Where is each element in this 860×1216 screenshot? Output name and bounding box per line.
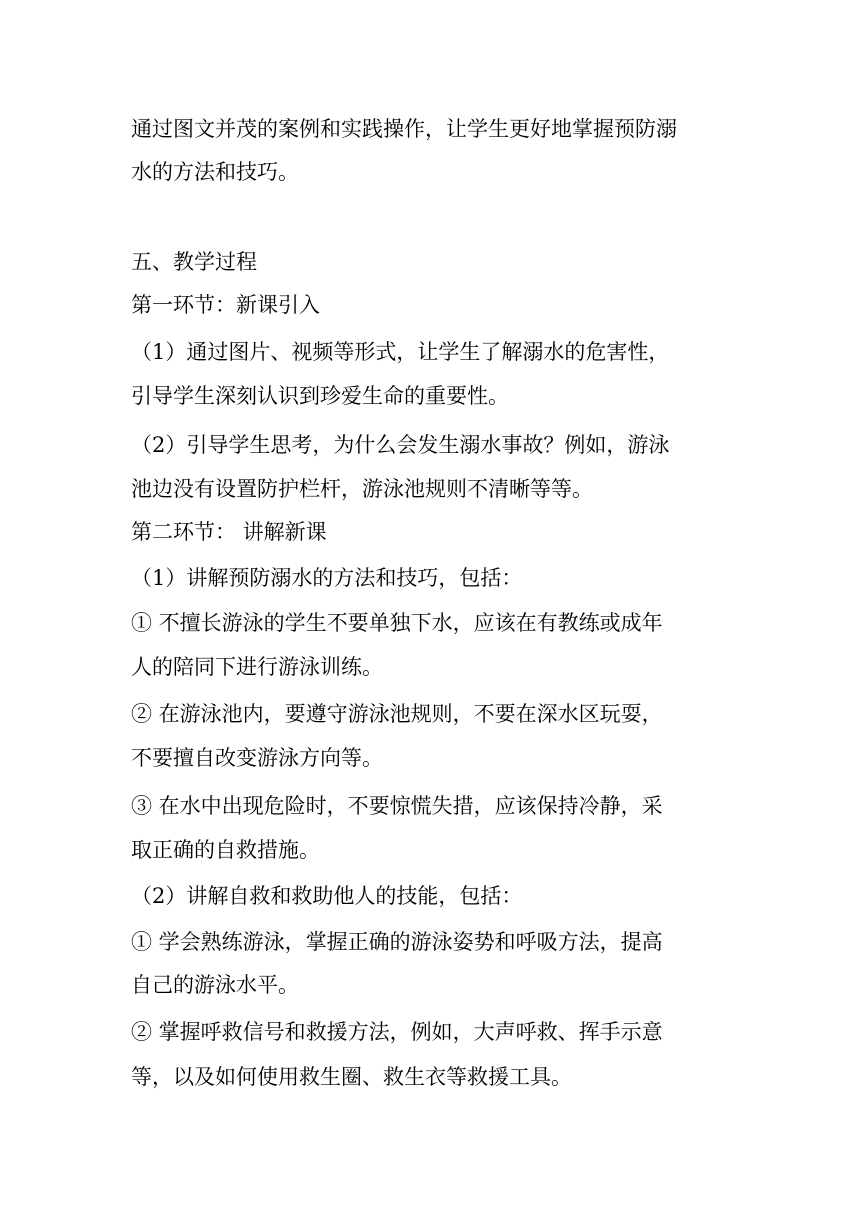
section-heading: 五、教学过程	[131, 250, 257, 274]
list-item-continuation: 等，以及如何使用救生圈、救生衣等救援工具。	[131, 1065, 572, 1089]
subsection-heading: 第二环节： 讲解新课	[131, 520, 327, 544]
paragraph-line: 通过图文并茂的案例和实践操作，让学生更好地掌握预防溺	[131, 117, 677, 141]
paragraph-line: （2）引导学生思考，为什么会发生溺水事故？例如，游泳	[131, 433, 670, 457]
paragraph-line: （1）通过图片、视频等形式，让学生了解溺水的危害性，	[131, 340, 670, 364]
list-item-continuation: 人的陪同下进行游泳训练。	[131, 655, 383, 679]
subsection-heading: 第一环节：新课引入	[131, 293, 320, 317]
list-item-continuation: 取正确的自救措施。	[131, 838, 320, 862]
list-item: ③ 在水中出现危险时，不要惊慌失措，应该保持冷静，采	[131, 794, 663, 818]
paragraph-line: （1）讲解预防溺水的方法和技巧，包括：	[131, 566, 523, 590]
list-item-continuation: 不要擅自改变游泳方向等。	[131, 746, 383, 770]
list-item: ② 掌握呼救信号和救援方法，例如，大声呼救、挥手示意	[131, 1020, 663, 1044]
paragraph-line: 引导学生深刻认识到珍爱生命的重要性。	[131, 384, 509, 408]
paragraph-line: 池边没有设置防护栏杆，游泳池规则不清晰等等。	[131, 477, 593, 501]
list-item: ① 不擅长游泳的学生不要单独下水，应该在有教练或成年	[131, 611, 663, 635]
paragraph-line: （2）讲解自救和救助他人的技能，包括：	[131, 884, 523, 908]
list-item: ② 在游泳池内，要遵守游泳池规则，不要在深水区玩耍，	[131, 702, 663, 726]
list-item-continuation: 自己的游泳水平。	[131, 973, 299, 997]
list-item: ① 学会熟练游泳，掌握正确的游泳姿势和呼吸方法，提高	[131, 930, 663, 954]
paragraph-line: 水的方法和技巧。	[131, 160, 299, 184]
